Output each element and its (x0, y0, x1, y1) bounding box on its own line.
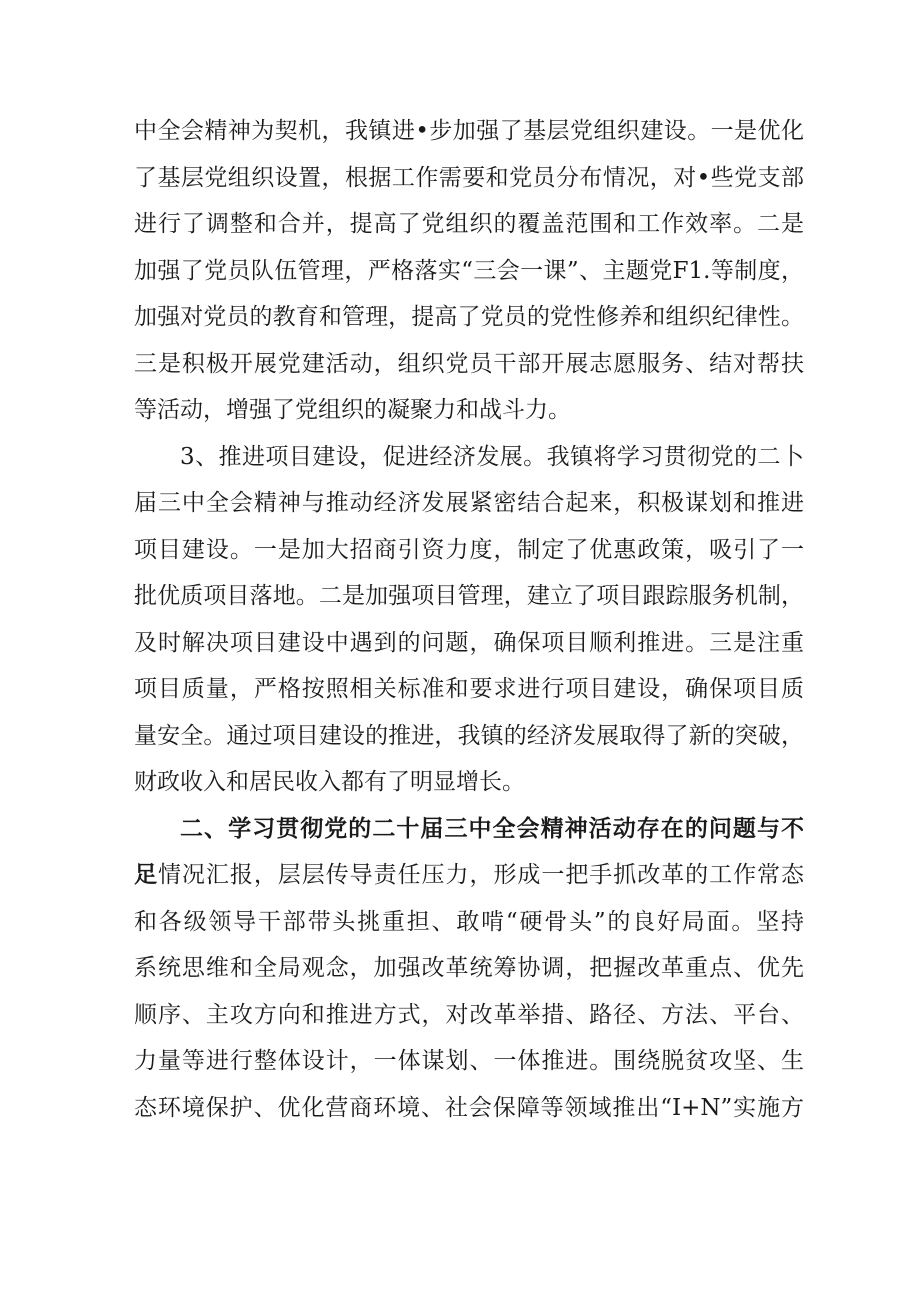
paragraph-line: 批优质项目落地。二是加强项目管理，建立了项目跟踪服务机制， (134, 583, 804, 609)
section-heading-end: 足 (134, 861, 158, 888)
paragraph-line: 中全会精神为契机，我镇进•步加强了基层党组织建设。一是优化 (134, 118, 804, 144)
paragraph-line: 届三中全会精神与推动经济发展紧密结合起来，积极谋划和推进 (134, 490, 804, 516)
paragraph-line: 项目质量，严格按照相关标准和要求进行项目建设，确保项目质 (134, 676, 804, 702)
document-body (134, 108, 804, 1131)
paragraph-line: 和各级领导干部带头挑重担、敢啃“硬骨头”的良好局面。坚持 (134, 908, 804, 935)
paragraph-line (134, 852, 804, 899)
paragraph-line: 加强了党员队伍管理，严格落实“三会一课”、主题党F1.等制度， (134, 257, 804, 284)
paragraph-line: 力量等进行整体设计，一体谋划、一体推进。围绕脱贫攻坚、生 (134, 1048, 804, 1074)
paragraph-line-text: 情况汇报，层层传导责任压力，形成一把手抓改革的工作常态 (157, 862, 805, 888)
paragraph-line: 项目建设。一是加大招商引资力度，制定了优惠政策，吸引了一 (134, 536, 804, 563)
paragraph-line: 3、推进项目建设，促进经济发展。我镇将学习贯彻党的二卜 (180, 443, 804, 470)
paragraph-line: 量安全。通过项目建设的推进，我镇的经济发展取得了新的突破， (134, 722, 804, 749)
paragraph-line: 三是积极开展党建活动，组织党员干部开展志愿服务、结对帮扶 (134, 350, 804, 377)
paragraph-line: 等活动，增强了党组织的凝聚力和战斗力。 (134, 397, 571, 423)
paragraph-line: 进行了调整和合并，提高了党组织的覆盖范围和工作效率。二是 (134, 211, 804, 237)
paragraph-line: 加强对党员的教育和管理，提高了党员的党性修养和组织纪律性。 (134, 304, 804, 330)
paragraph-line: 顺序、主攻方向和推进方式，对改革举措、路径、方法、平台、 (134, 1001, 804, 1028)
paragraph-line: 态环境保护、优化营商环境、社会保障等领域推出“I+N”实施方 (134, 1094, 804, 1121)
paragraph-line: 系统思维和全局观念，加强改革统筹协调，把握改革重点、优先 (134, 955, 804, 981)
paragraph-line: 了基层党组织设置，根据工作需要和党员分布情况，对•些党支部 (134, 164, 804, 191)
paragraph-line: 财政收入和居民收入都有了明显增长。 (134, 769, 525, 795)
paragraph-line: 及时解决项目建设中遇到的问题，确保项目顺利推进。三是注重 (134, 629, 804, 656)
section-heading: 二、学习贯彻党的二十届三中全会精神活动存在的问题与不 (180, 814, 804, 842)
